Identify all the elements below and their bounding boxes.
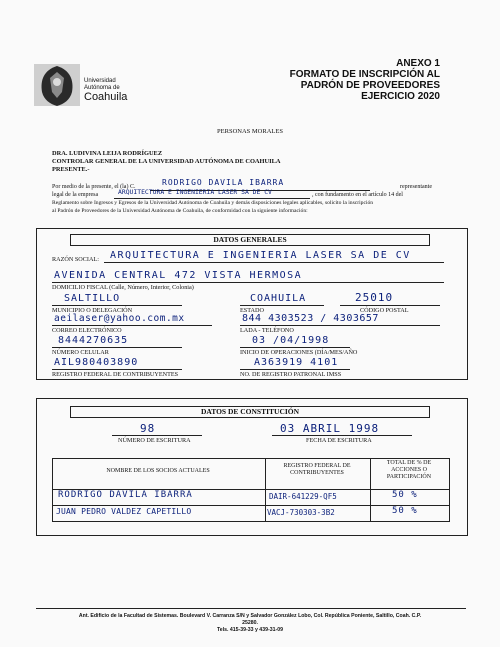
inicio-value[interactable]: 03 /04/1998 [252, 335, 330, 346]
document-title [220, 58, 440, 102]
addressee-title: CONTROLAR GENERAL DE LA UNIVERSIDAD AUTÓNOMA DE COAHUILA [52, 158, 281, 165]
razon-social-value[interactable]: ARQUITECTURA E INGENIERIA LASER SA DE CV [110, 250, 411, 261]
logo-line-2: Autónoma de [84, 85, 120, 91]
datos-generales-title: DATOS GENERALES [213, 235, 287, 244]
socio-1-pct[interactable]: 50 % [392, 490, 418, 500]
title-line-3: PADRÓN DE PROVEEDORES [300, 80, 440, 91]
col-socios-header: NOMBRE DE LOS SOCIOS ACTUALES [106, 468, 210, 474]
title-line-2: FORMATO DE INSCRIPCIÓN AL [289, 69, 440, 80]
escritura-value[interactable]: 98 [140, 422, 156, 435]
correo-label: CORREO ELECTRÓNICO [52, 327, 122, 334]
fecha-escritura-label: FECHA DE ESCRITURA [306, 437, 372, 444]
imss-label: NO. DE REGISTRO PATRONAL IMSS [240, 371, 342, 378]
col-rfc-header: REGISTRO FEDERAL DE CONTRIBUYENTES [283, 463, 351, 476]
correo-value[interactable]: aeilaser@yahoo.com.mx [54, 313, 185, 324]
socios-table [52, 458, 448, 522]
intro-text-4: , con fundamento en el artículo 14 del [312, 192, 403, 198]
imss-value[interactable]: A363919 4101 [254, 357, 339, 368]
personas-morales-label: PERSONAS MORALES [217, 128, 283, 135]
municipio-label: MUNICIPIO O DELEGACIÓN [52, 307, 133, 314]
rfc-value[interactable]: AIL980403890 [54, 357, 139, 368]
title-line-1: ANEXO 1 [396, 58, 440, 69]
addressee-name: DRA. LUDIVINA LEIJA RODRÍGUEZ [52, 150, 163, 157]
footer-line-3: Tels. 415-39-33 y 439-31-09 [217, 627, 283, 633]
logo-line-3: Coahuila [84, 91, 128, 103]
socio-1-name[interactable]: RODRIGO DAVILA IBARRA [58, 490, 193, 500]
telefono-value[interactable]: 844 4303523 / 4303657 [242, 313, 379, 324]
intro-text-3: legal de la empresa [52, 192, 99, 198]
footer-address [20, 613, 480, 634]
cp-value[interactable]: 25010 [355, 291, 394, 304]
datos-generales-header [70, 234, 430, 246]
intro-text-2: representante [400, 184, 432, 190]
university-logo [32, 62, 142, 108]
university-shield-icon [32, 62, 82, 108]
domicilio-value[interactable]: AVENIDA CENTRAL 472 VISTA HERMOSA [54, 270, 303, 281]
datos-constitucion-title: DATOS DE CONSTITUCIÓN [200, 407, 300, 416]
fecha-escritura-value[interactable]: 03 ABRIL 1998 [280, 422, 380, 435]
estado-value[interactable]: COAHUILA [250, 293, 307, 304]
intro-paragraph [52, 178, 462, 215]
socio-2-pct[interactable]: 50 % [392, 506, 418, 516]
domicilio-label: DOMICILIO FISCAL (Calle, Número, Interior, Colonia) [52, 284, 194, 291]
footer-divider [36, 608, 466, 609]
col-pct-header: TOTAL DE % DE ACCIONES O PARTICIPACIÓN [386, 460, 432, 480]
rfc-label: REGISTRO FEDERAL DE CONTRIBUYENTES [52, 371, 179, 378]
socio-2-rfc[interactable]: VACJ-730303-3B2 [267, 508, 335, 517]
representative-name: RODRIGO DAVILA IBARRA [162, 178, 285, 187]
estado-label: ESTADO [240, 307, 264, 314]
intro-text-5: Reglamento sobre Ingresos y Egresos de la Universidad Autónoma de Coahuila y demás disposiciones legales aplicables, solicito la inscripción [52, 200, 374, 206]
cp-label: CÓDIGO POSTAL [360, 307, 409, 314]
razon-social-label: RAZÓN SOCIAL: [52, 256, 99, 263]
telefono-label: LADA - TELÉFONO [240, 327, 294, 334]
intro-text-6: al Padrón de Proveedores de la Universidad Autónoma de Coahuila, de conformidad con la siguiente información: [52, 208, 308, 214]
logo-line-1: Universidad [84, 78, 116, 84]
addressee-block [52, 150, 281, 174]
escritura-label: NÚMERO DE ESCRITURA [118, 437, 191, 444]
addressee-presente: PRESENTE.- [52, 166, 90, 173]
intro-text-1: Por medio de la presente, el (la) C. [52, 184, 136, 190]
title-line-4: EJERCICIO 2020 [361, 91, 440, 102]
celular-value[interactable]: 8444270635 [58, 335, 129, 346]
municipio-value[interactable]: SALTILLO [64, 293, 121, 304]
company-name-intro: ARQUITECTURA E INGENIERIA LASER SA DE CV [118, 188, 272, 196]
footer-line-1: Ant. Edificio de la Facultad de Sistemas. Boulevard V. Carranza S/N y Salvador González Lobo, Col. República Poniente, Saltillo, Coah. C.P. [78, 613, 422, 619]
footer-line-2: 25280. [242, 620, 258, 626]
inicio-label: INICIO DE OPERACIONES (DÍA/MES/AÑO [240, 349, 358, 356]
celular-label: NÚMERO CELULAR [52, 349, 109, 356]
socio-1-rfc[interactable]: DAIR-641229-QF5 [269, 492, 337, 501]
datos-constitucion-header [70, 406, 430, 418]
socio-2-name[interactable]: JUAN PEDRO VALDEZ CAPETILLO [56, 507, 192, 516]
